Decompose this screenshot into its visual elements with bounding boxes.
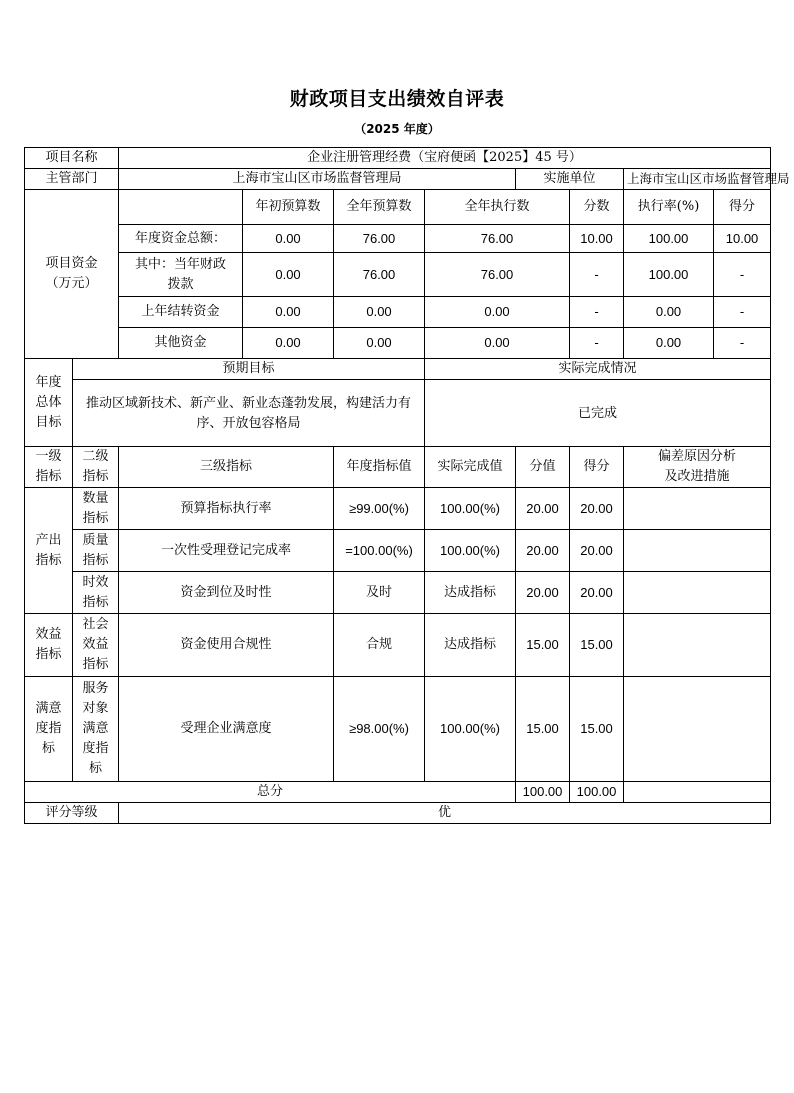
indicator-deviation: [624, 677, 771, 782]
funds-row-initial: 0.00: [243, 328, 334, 359]
funds-header-row: [25, 190, 771, 225]
indicator-weight: 15.00: [516, 614, 570, 677]
funds-row-score: 10.00: [570, 225, 624, 253]
goals-expected-text: 推动区域新技术、新产业、新业态蓬勃发展，构建活力有序、开放包容格局: [73, 380, 425, 447]
funds-header-got: 得分: [714, 190, 771, 225]
indicator-level2: 服务 对象 满意 度指 标: [73, 677, 119, 782]
indicator-level3: 预算指标执行率: [119, 488, 334, 530]
project-name-value: 企业注册管理经费（宝府便函【2025】45 号）: [119, 148, 771, 169]
funds-row-label: 年度资金总额：: [119, 225, 243, 253]
goals-content-row: [25, 380, 771, 447]
funds-row-got: -: [714, 328, 771, 359]
funds-header-initial: 年初预算数: [243, 190, 334, 225]
goals-actual-header: 实际完成情况: [425, 359, 771, 380]
indicator-target: ≥98.00(%): [334, 677, 425, 782]
indicator-target: 及时: [334, 572, 425, 614]
project-name-label: 项目名称: [25, 148, 119, 169]
funds-header-rate: 执行率(%): [624, 190, 714, 225]
funds-row-initial: 0.00: [243, 253, 334, 297]
funds-row: [25, 253, 771, 297]
indicator-row: [25, 488, 771, 530]
funds-header-executed: 全年执行数: [425, 190, 570, 225]
funds-row: [25, 297, 771, 328]
indicator-level3: 资金使用合规性: [119, 614, 334, 677]
evaluation-table: [24, 147, 790, 824]
indicator-header-actual: 实际完成值: [425, 447, 516, 488]
indicator-header-score: 得分: [570, 447, 624, 488]
indicator-target: 合规: [334, 614, 425, 677]
indicator-row: [25, 614, 771, 677]
funds-row-executed: 76.00: [425, 253, 570, 297]
indicator-actual: 达成指标: [425, 614, 516, 677]
funds-header-blank: [119, 190, 243, 225]
funds-row-score: -: [570, 297, 624, 328]
funds-row-initial: 0.00: [243, 225, 334, 253]
total-row: [25, 782, 771, 803]
total-label: 总分: [25, 782, 516, 803]
indicator-actual: 达成指标: [425, 572, 516, 614]
indicator-level3: 资金到位及时性: [119, 572, 334, 614]
total-score: 100.00: [570, 782, 624, 803]
funds-row-rate: 100.00: [624, 225, 714, 253]
indicator-deviation: [624, 572, 771, 614]
page-title: 财政项目支出绩效自评表: [289, 88, 505, 110]
funds-row: [25, 225, 771, 253]
funds-row-annual: 76.00: [334, 225, 425, 253]
funds-header-annual: 全年预算数: [334, 190, 425, 225]
indicator-level3: 一次性受理登记完成率: [119, 530, 334, 572]
indicator-header-deviation: 偏差原因分析 及改进措施: [624, 447, 771, 488]
page-subtitle: （2025 年度）: [354, 122, 440, 136]
funds-row-label: 上年结转资金: [119, 297, 243, 328]
funds-row: [25, 328, 771, 359]
implementing-unit-label: 实施单位: [516, 169, 624, 190]
funds-row-rate: 0.00: [624, 297, 714, 328]
funds-row-label: 其中：当年财政 拨款: [119, 253, 243, 297]
indicator-actual: 100.00(%): [425, 530, 516, 572]
indicator-actual: 100.00(%): [425, 677, 516, 782]
indicator-level1: 满意 度指 标: [25, 677, 73, 782]
total-weight: 100.00: [516, 782, 570, 803]
department-row: [25, 169, 771, 190]
funds-row-rate: 100.00: [624, 253, 714, 297]
goals-actual-text: 已完成: [425, 380, 771, 447]
implementing-unit-value: 上海市宝山区市场监督管理局: [624, 169, 771, 190]
indicator-score: 20.00: [570, 488, 624, 530]
department-value: 上海市宝山区市场监督管理局: [119, 169, 516, 190]
indicator-level2: 质量 指标: [73, 530, 119, 572]
indicator-header-level3: 三级指标: [119, 447, 334, 488]
indicator-row: [25, 572, 771, 614]
goals-header-row: [25, 359, 771, 380]
indicator-deviation: [624, 488, 771, 530]
indicator-level2: 社会 效益 指标: [73, 614, 119, 677]
indicator-target: =100.00(%): [334, 530, 425, 572]
indicator-weight: 15.00: [516, 677, 570, 782]
funds-label: 项目资金 （万元）: [25, 190, 119, 359]
indicator-deviation: [624, 614, 771, 677]
funds-row-annual: 0.00: [334, 328, 425, 359]
goals-expected-header: 预期目标: [73, 359, 425, 380]
funds-row-score: -: [570, 253, 624, 297]
funds-row-executed: 0.00: [425, 297, 570, 328]
indicator-weight: 20.00: [516, 530, 570, 572]
funds-row-executed: 0.00: [425, 328, 570, 359]
indicator-score: 15.00: [570, 614, 624, 677]
indicator-score: 20.00: [570, 530, 624, 572]
grade-value: 优: [119, 803, 771, 824]
goals-label: 年度 总体 目标: [25, 359, 73, 447]
funds-row-score: -: [570, 328, 624, 359]
funds-row-annual: 76.00: [334, 253, 425, 297]
indicator-weight: 20.00: [516, 572, 570, 614]
indicator-row: [25, 530, 771, 572]
indicator-score: 20.00: [570, 572, 624, 614]
indicator-deviation: [624, 530, 771, 572]
indicator-weight: 20.00: [516, 488, 570, 530]
funds-row-got: -: [714, 253, 771, 297]
funds-row-executed: 76.00: [425, 225, 570, 253]
funds-row-initial: 0.00: [243, 297, 334, 328]
indicator-header-target: 年度指标值: [334, 447, 425, 488]
indicator-level1: 效益 指标: [25, 614, 73, 677]
indicator-level2: 数量 指标: [73, 488, 119, 530]
funds-row-got: -: [714, 297, 771, 328]
indicator-target: ≥99.00(%): [334, 488, 425, 530]
indicator-level2: 时效 指标: [73, 572, 119, 614]
indicator-level3: 受理企业满意度: [119, 677, 334, 782]
grade-row: [25, 803, 771, 824]
funds-row-rate: 0.00: [624, 328, 714, 359]
funds-row-got: 10.00: [714, 225, 771, 253]
indicator-header-row: [25, 447, 771, 488]
total-deviation: [624, 782, 771, 803]
department-label: 主管部门: [25, 169, 119, 190]
grade-label: 评分等级: [25, 803, 119, 824]
indicator-header-weight: 分值: [516, 447, 570, 488]
project-name-row: [25, 148, 771, 169]
funds-row-annual: 0.00: [334, 297, 425, 328]
indicator-row: [25, 677, 771, 782]
funds-row-label: 其他资金: [119, 328, 243, 359]
indicator-header-level1: 一级 指标: [25, 447, 73, 488]
funds-header-score: 分数: [570, 190, 624, 225]
indicator-actual: 100.00(%): [425, 488, 516, 530]
indicator-level1: 产出 指标: [25, 488, 73, 614]
indicator-score: 15.00: [570, 677, 624, 782]
indicator-header-level2: 二级 指标: [73, 447, 119, 488]
